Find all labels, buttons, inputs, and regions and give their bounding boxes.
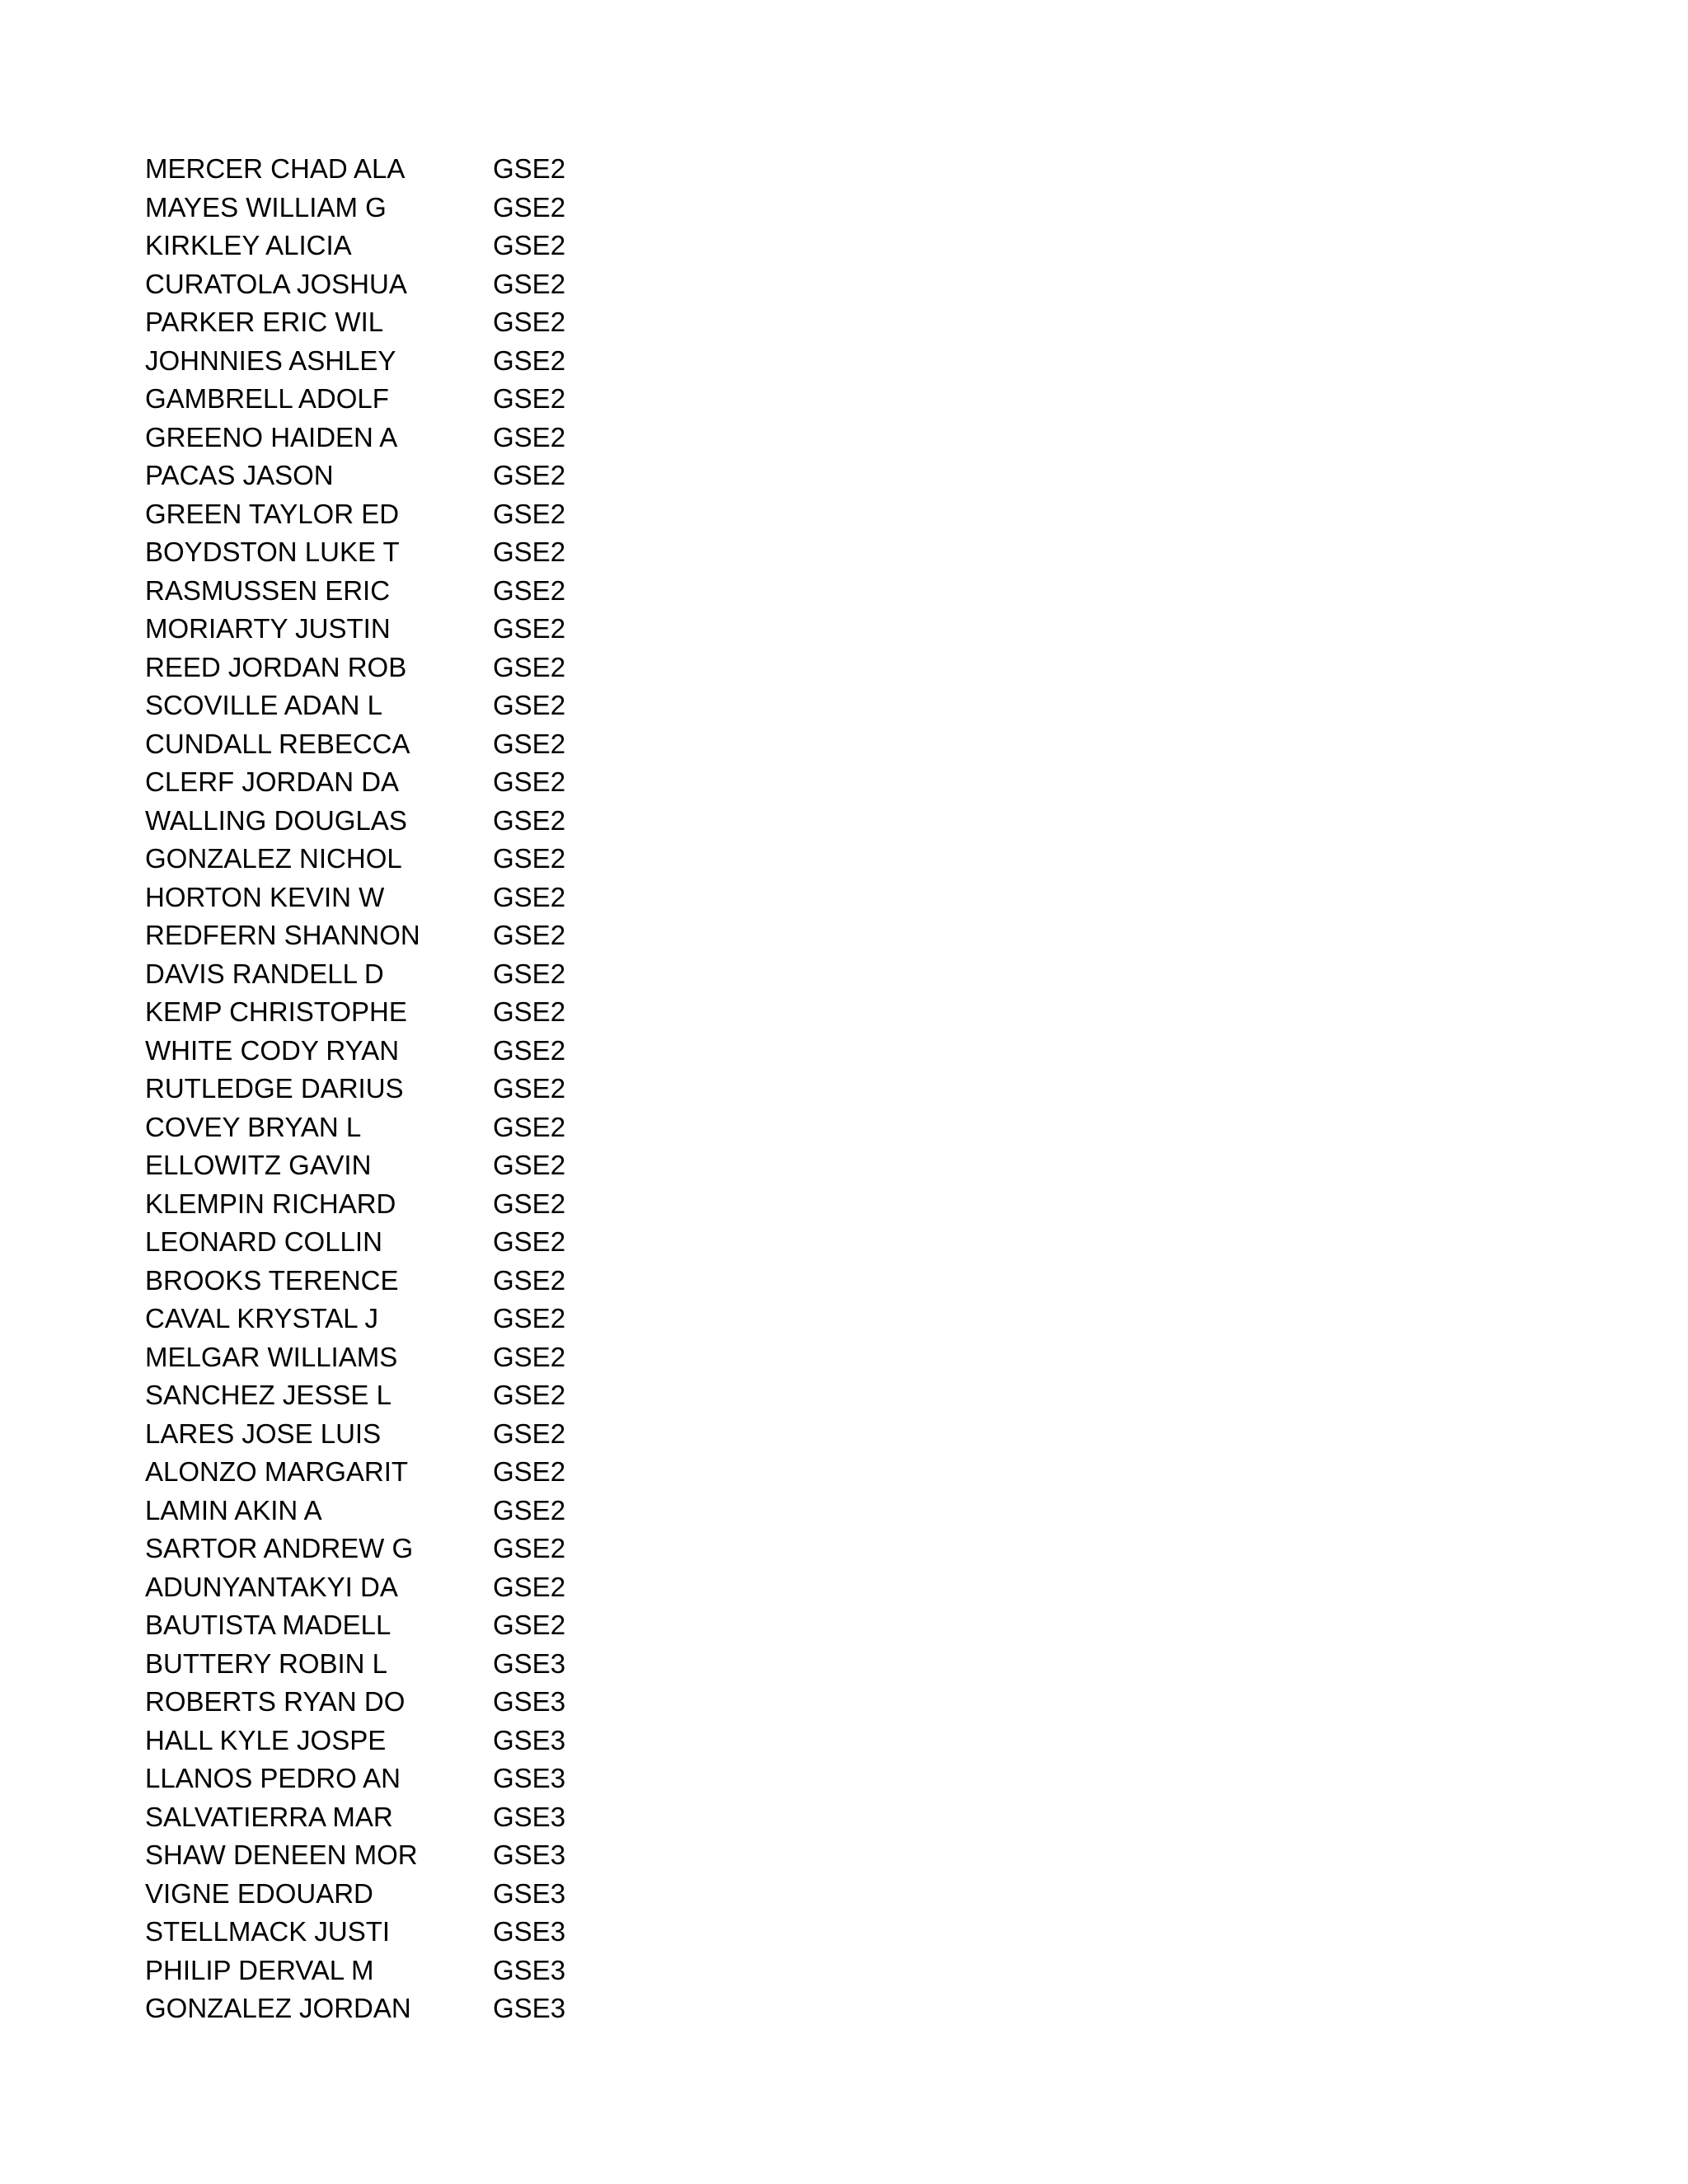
grade-code: GSE2: [493, 344, 566, 376]
grade-code: GSE2: [493, 1073, 566, 1104]
table-row: [145, 303, 607, 342]
employee-name: SHAW DENEEN MOR: [145, 1840, 418, 1870]
table-row: [145, 1990, 607, 2028]
employee-name: BROOKS TERENCE: [145, 1264, 399, 1296]
table-row: [145, 457, 607, 495]
table-row: [145, 1415, 607, 1454]
grade-code: GSE2: [493, 1610, 566, 1640]
table-row: [145, 150, 607, 189]
grade-code: GSE2: [493, 996, 566, 1027]
table-row: [145, 1836, 607, 1875]
employee-name: CUNDALL REBECCA: [145, 728, 410, 759]
table-row: [145, 1913, 607, 1952]
grade-code: GSE2: [493, 881, 566, 912]
table-row: [145, 1338, 607, 1377]
employee-name: STELLMACK JUSTI: [145, 1916, 391, 1947]
grade-code: GSE2: [493, 651, 566, 682]
table-row: [145, 1453, 607, 1492]
table-row: [145, 419, 607, 457]
employee-name: HALL KYLE JOSPE: [145, 1724, 387, 1755]
grade-code: GSE2: [493, 804, 566, 836]
grade-code: GSE2: [493, 690, 566, 720]
grade-code: GSE2: [493, 1303, 566, 1333]
employee-name: SALVATIERRA MAR: [145, 1801, 393, 1832]
employee-name: CAVAL KRYSTAL J: [145, 1303, 379, 1333]
employee-name: BOYDSTON LUKE T: [145, 537, 400, 567]
grade-code: GSE3: [493, 1993, 566, 2023]
table-row: [145, 1606, 607, 1645]
grade-code: GSE3: [493, 1877, 566, 1909]
employee-name: GONZALEZ NICHOL: [145, 843, 402, 874]
table-row: [145, 1146, 607, 1185]
grade-code: GSE2: [493, 613, 566, 644]
grade-code: GSE2: [493, 1150, 566, 1180]
employee-name: ELLOWITZ GAVIN: [145, 1150, 372, 1180]
table-row: [145, 610, 607, 649]
grade-code: GSE2: [493, 537, 566, 567]
table-row: [145, 1262, 607, 1301]
employee-name: WHITE CODY RYAN: [145, 1034, 400, 1066]
grade-code: GSE2: [493, 1226, 566, 1257]
table-row: [145, 227, 607, 265]
employee-name: SARTOR ANDREW G: [145, 1533, 414, 1563]
table-row: [145, 1722, 607, 1760]
employee-name: PARKER ERIC WIL: [145, 307, 384, 337]
grade-code: GSE2: [493, 421, 566, 452]
grade-code: GSE2: [493, 958, 566, 989]
table-row: [145, 189, 607, 227]
employee-name: MORIARTY JUSTIN: [145, 613, 391, 644]
employee-name: CLERF JORDAN DA: [145, 766, 400, 797]
table-row: [145, 265, 607, 304]
grade-code: GSE3: [493, 1686, 566, 1717]
table-row: [145, 802, 607, 841]
table-row: [145, 1798, 607, 1837]
table-row: [145, 687, 607, 725]
grade-code: GSE3: [493, 1916, 566, 1947]
employee-name: PACAS JASON: [145, 460, 334, 490]
grade-code: GSE3: [493, 1763, 566, 1793]
table-row: [145, 495, 607, 534]
employee-name: MAYES WILLIAM G: [145, 191, 387, 223]
grade-code: GSE2: [493, 460, 566, 490]
employee-name: DAVIS RANDELL D: [145, 958, 384, 989]
employee-name: REDFERN SHANNON: [145, 920, 420, 950]
employee-name: KEMP CHRISTOPHE: [145, 996, 407, 1027]
table-row: [145, 955, 607, 994]
employee-name: GAMBRELL ADOLF: [145, 383, 389, 414]
employee-name: SCOVILLE ADAN L: [145, 690, 382, 720]
table-row: [145, 1032, 607, 1071]
employee-name: ROBERTS RYAN DO: [145, 1686, 406, 1717]
grade-code: GSE2: [493, 1533, 566, 1563]
table-row: [145, 1108, 607, 1147]
employee-name: COVEY BRYAN L: [145, 1111, 362, 1142]
grade-code: GSE2: [493, 1494, 566, 1526]
table-row: [145, 380, 607, 419]
employee-name: KLEMPIN RICHARD: [145, 1188, 396, 1219]
table-row: [145, 1070, 607, 1108]
employee-name: LLANOS PEDRO AN: [145, 1763, 401, 1793]
employee-name: ADUNYANTAKYI DA: [145, 1571, 398, 1602]
table-row: [145, 1185, 607, 1224]
grade-code: GSE2: [493, 230, 566, 260]
table-row: [145, 725, 607, 764]
grade-code: GSE2: [493, 1341, 566, 1372]
grade-code: GSE2: [493, 1571, 566, 1602]
grade-code: GSE3: [493, 1840, 566, 1870]
grade-code: GSE3: [493, 1801, 566, 1832]
table-row: [145, 342, 607, 381]
employee-name: SANCHEZ JESSE L: [145, 1380, 392, 1410]
employee-name: PHILIP DERVAL M: [145, 1954, 374, 1985]
employee-name: MERCER CHAD ALA: [145, 153, 406, 184]
roster-table: [145, 150, 607, 2028]
employee-name: GREENO HAIDEN A: [145, 421, 398, 452]
table-row: [145, 649, 607, 687]
table-row: [145, 533, 607, 572]
grade-code: GSE2: [493, 728, 566, 759]
grade-code: GSE3: [493, 1647, 566, 1679]
grade-code: GSE2: [493, 1380, 566, 1410]
grade-code: GSE2: [493, 307, 566, 337]
grade-code: GSE2: [493, 1418, 566, 1449]
grade-code: GSE2: [493, 574, 566, 606]
employee-name: JOHNNIES ASHLEY: [145, 344, 396, 376]
grade-code: GSE3: [493, 1724, 566, 1755]
employee-name: LEONARD COLLIN: [145, 1226, 382, 1257]
employee-name: WALLING DOUGLAS: [145, 804, 407, 836]
grade-code: GSE2: [493, 1264, 566, 1296]
table-row: [145, 1300, 607, 1338]
grade-code: GSE2: [493, 498, 566, 529]
table-row: [145, 1683, 607, 1722]
grade-code: GSE2: [493, 1034, 566, 1066]
employee-name: REED JORDAN ROB: [145, 651, 407, 682]
employee-name: MELGAR WILLIAMS: [145, 1341, 398, 1372]
grade-code: GSE2: [493, 1456, 566, 1487]
employee-name: LARES JOSE LUIS: [145, 1418, 382, 1449]
table-row: [145, 1530, 607, 1568]
employee-name: RUTLEDGE DARIUS: [145, 1073, 404, 1104]
grade-code: GSE3: [493, 1954, 566, 1985]
table-row: [145, 1223, 607, 1262]
employee-name: BUTTERY ROBIN L: [145, 1647, 388, 1679]
employee-name: GONZALEZ JORDAN: [145, 1993, 411, 2023]
table-row: [145, 1952, 607, 1990]
grade-code: GSE2: [493, 383, 566, 414]
table-row: [145, 840, 607, 879]
table-row: [145, 763, 607, 802]
grade-code: GSE2: [493, 1188, 566, 1219]
table-row: [145, 572, 607, 611]
employee-name: LAMIN AKIN A: [145, 1494, 322, 1526]
table-row: [145, 1645, 607, 1684]
employee-name: ALONZO MARGARIT: [145, 1456, 409, 1487]
grade-code: GSE2: [493, 153, 566, 184]
table-row: [145, 1568, 607, 1607]
grade-code: GSE2: [493, 766, 566, 797]
grade-code: GSE2: [493, 191, 566, 223]
employee-name: GREEN TAYLOR ED: [145, 498, 400, 529]
grade-code: GSE2: [493, 1111, 566, 1142]
table-row: [145, 1875, 607, 1914]
employee-name: KIRKLEY ALICIA: [145, 230, 352, 260]
table-row: [145, 1760, 607, 1798]
table-row: [145, 879, 607, 917]
employee-name: CURATOLA JOSHUA: [145, 268, 407, 299]
grade-code: GSE2: [493, 268, 566, 299]
table-row: [145, 916, 607, 955]
grade-code: GSE2: [493, 920, 566, 950]
table-row: [145, 1376, 607, 1415]
employee-name: VIGNE EDOUARD: [145, 1877, 373, 1909]
employee-name: BAUTISTA MADELL: [145, 1610, 392, 1640]
table-row: [145, 1492, 607, 1530]
employee-name: HORTON KEVIN W: [145, 881, 385, 912]
grade-code: GSE2: [493, 843, 566, 874]
table-row: [145, 993, 607, 1032]
employee-name: RASMUSSEN ERIC: [145, 574, 391, 606]
